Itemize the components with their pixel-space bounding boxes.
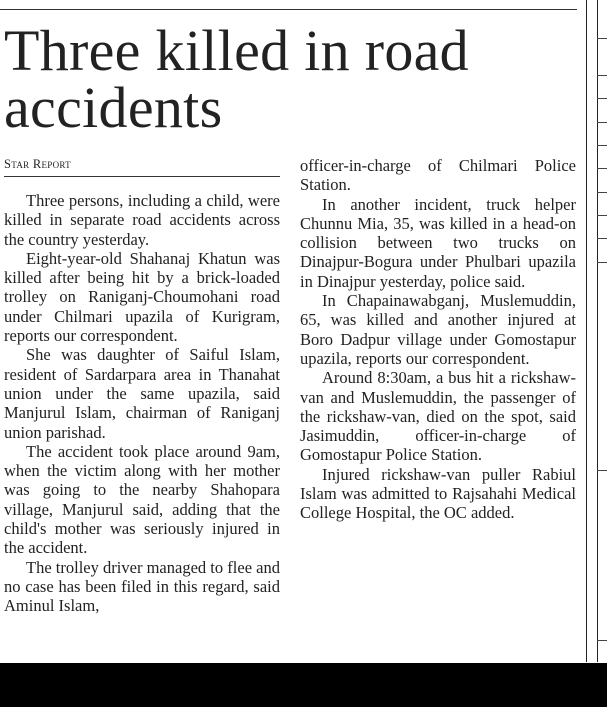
frame-tick [597,98,607,99]
byline: Star Report [4,157,71,171]
frame-tick [597,192,607,193]
top-rule [0,9,577,10]
paragraph: officer-in-charge of Chilmari Police Station. [300,156,576,195]
frame-tick [597,168,607,169]
paragraph: The trolley driver managed to flee and no case has been filed in this regard, said Aminul Islam, [4,557,280,616]
frame-tick [597,238,607,239]
frame-tick [597,75,607,76]
paragraph: Around 8:30am, a bus hit a rickshaw-van and Muslemuddin, the passenger of the rickshaw-van, died on the spot, said Jasimuddin, officer-in-charge of Gomostapur Police Station. [300,368,576,465]
frame-tick [597,122,607,123]
byline-rule [4,176,280,177]
frame-tick [597,38,607,39]
adjacent-column-border [597,0,607,662]
paragraph: Three persons, including a child, were killed in separate road accidents across the country yesterday. [4,191,280,249]
paragraph: In another incident, truck helper Chunnu Mia, 35, was killed in a head-on collision between two trucks on Dinajpur-Bogura under Phulbari upazila in Dinajpur yesterday, police said. [300,194,576,291]
frame-tick [597,145,607,146]
paragraph: The accident took place around 9am, when the victim along with her mother was going to the nearby Shahopara village, Manjurul said, adding that the child's mother was seriously injured in the accident. [4,441,280,558]
frame-tick [597,215,607,216]
scan-bottom-band [0,663,607,707]
paragraph: Injured rickshaw-van puller Rabiul Islam was admitted to Rajsahahi Medical College Hospital, the OC added. [300,464,576,523]
paragraph: Eight-year-old Shahanaj Khatun was killed after being hit by a brick-loaded trolley on Raniganj-Choumohani road under Chilmari upazila of Kurigram, reports our correspondent. [4,248,280,346]
paragraph: In Chapainawabganj, Muslemuddin, 65, was killed and another injured at Boro Dadpur village under Gomostapur upazila, reports our correspondent. [300,291,576,368]
article-column-right [300,156,576,523]
frame-tick [597,640,607,641]
adjacent-column-frame [586,0,607,662]
frame-tick [597,262,607,263]
headline: Three killed in road accidents [4,18,469,140]
frame-tick [597,470,607,471]
paragraph: She was daughter of Saiful Islam, resident of Sardarpara area in Thanahat union under the same upazila, said Manjurul Islam, chairman of Raniganj union parishad. [4,345,280,442]
article-column-left [4,191,280,663]
